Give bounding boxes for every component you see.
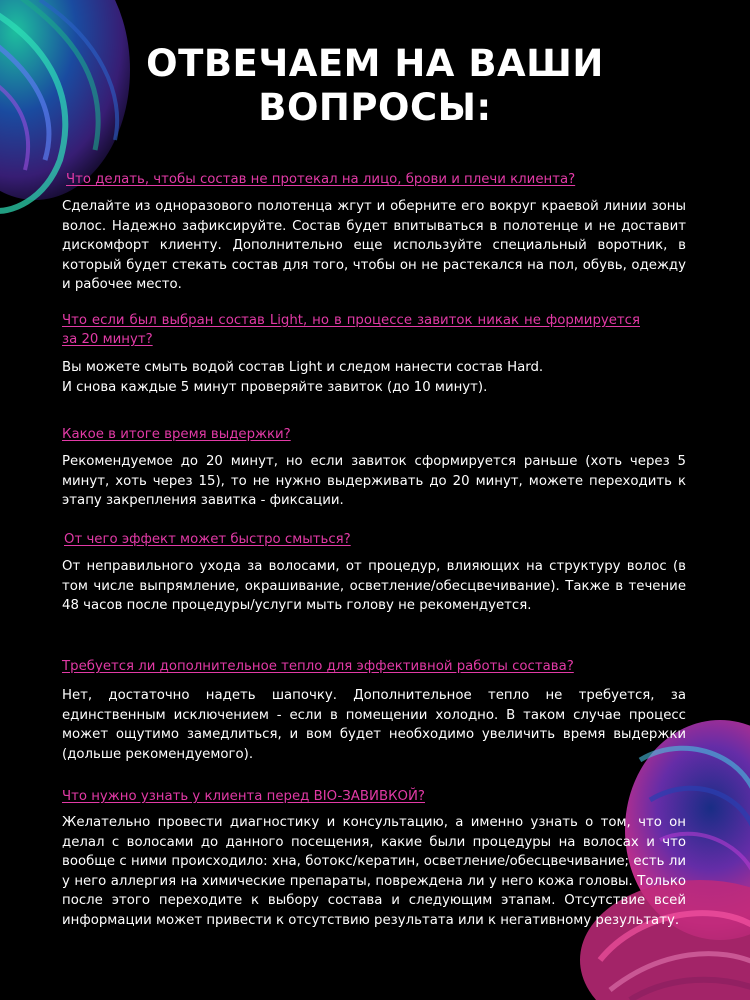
faq-question-3: Какое в итоге время выдержки? [62,427,291,442]
faq-answer-2-line-1: Вы можете смыть водой состав Light и следом нанести состав Hard. [62,360,544,375]
faq-question-5: Требуется ли дополнительное тепло для эффективной работы состава? [62,659,574,674]
faq-question-4: От чего эффект может быстро смыться? [64,532,351,547]
page-title-line-1: ОТВЕЧАЕМ НА ВАШИ [146,42,604,85]
faq-answer-3: Рекомендуемое до 20 минут, но если завиток сформируется раньше (хоть через 5 минут, хоть через 15), то не нужно выдерживать до 20 минут, можете переходить к этапу закрепления завитка - фиксации. [62,454,686,509]
faq-answer-2-line-2: И снова каждые 5 минут проверяйте завиток (до 10 минут). [62,379,488,395]
faq-answer-2 [62,358,686,397]
faq-answer-4: От неправильного ухода за волосами, от процедур, влияющих на структуру волос (в том числе выпрямление, окрашивание, осветление/обесцвечивание). Также в течение 48 часов после процедуры/услуги мыть голову не рекомендуется. [62,559,686,614]
faq-question-2: Что если был выбран состав Light, но в процессе завиток никак не формируется за 20 минут? [62,313,640,347]
faq-question-1: Что делать, чтобы состав не протекал на лицо, брови и плечи клиента? [66,172,576,187]
faq-answer-1: Сделайте из одноразового полотенца жгут и оберните его вокруг краевой линии зоны волос. Надежно зафиксируйте. Состав будет впитываться в полотенце и не доставит дискомфорт клиенту. Дополнительно еще используйте специальный воротник, в который будет стекать состав для того, чтобы он не растекался на пол, обувь, одежду и рабочее место. [62,199,686,293]
page-title-line-2: ВОПРОСЫ: [258,86,492,129]
faq-answer-6: Желательно провести диагностику и консультацию, а именно узнать о том, что он делал с волосами до данного посещения, какие были процедуры на волосах и что вообще с ними происходило: хна, ботокс/кератин, осветление/обесцвечивание; есть ли у него аллергия на химические препараты, повреждена ли у него кожа головы. Только после этого переходите к выбору состава и следующим этапам. Отсутствие всей информации может привести к отсутствию результата или к негативному результату. [62,815,686,928]
faq-question-6: Что нужно узнать у клиента перед BIO-ЗАВИВКОЙ? [62,789,425,804]
faq-answer-5: Нет, достаточно надеть шапочку. Дополнительное тепло не требуется, за единственным исключением - если в помещении холодно. В таком случае процесс может ощутимо замедлиться, и вом будет необходимо увеличить время выдержки (дольше рекомендуемого). [62,688,686,762]
